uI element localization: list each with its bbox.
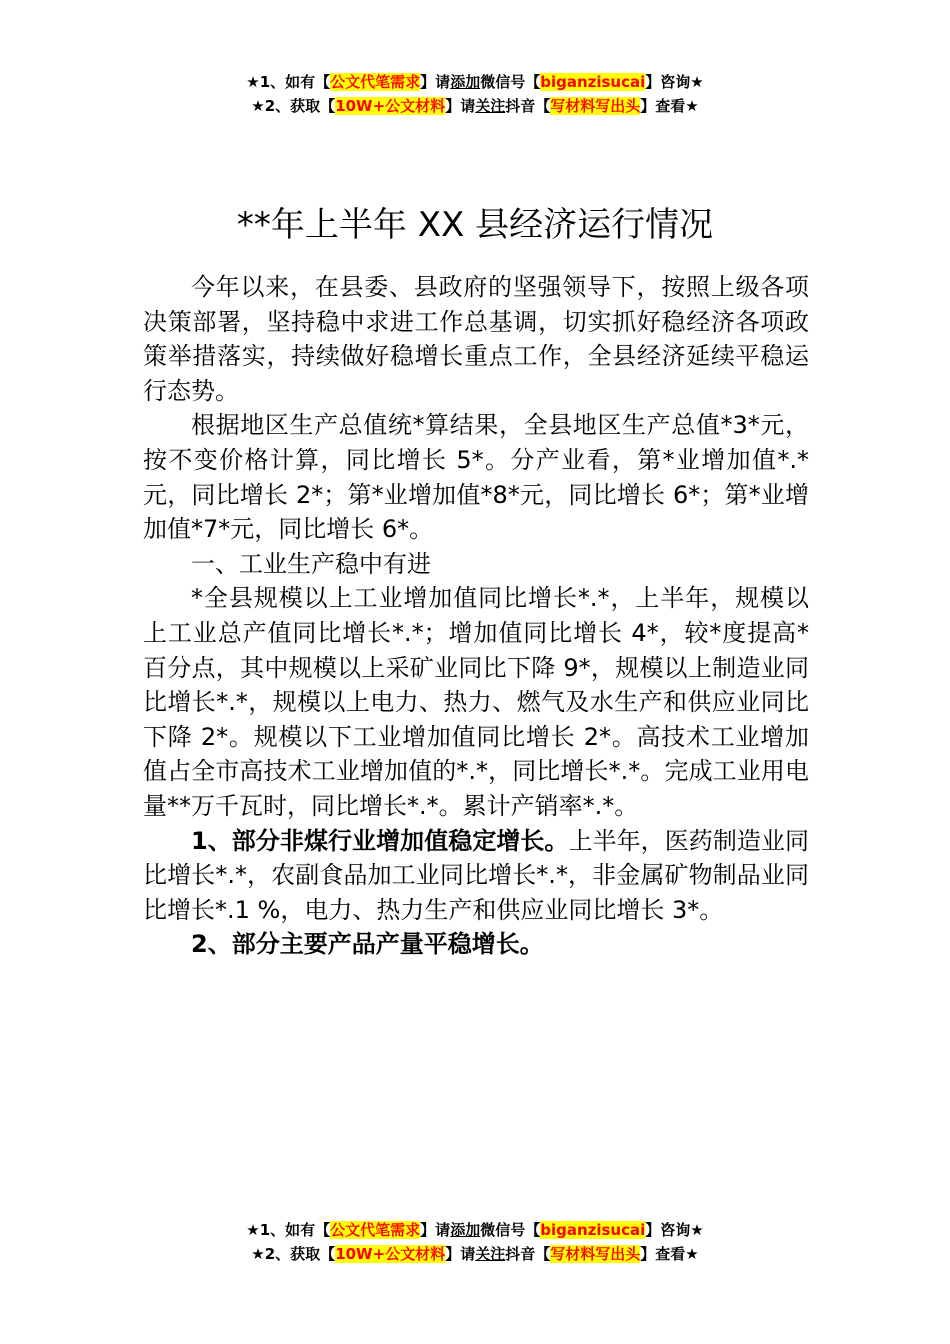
paragraph-intro: 今年以来，在县委、县政府的坚强领导下，按照上级各项决策部署，坚持稳中求进工作总基调，切实抓好稳经济各项政策举措落实，持续做好稳增长重点工作，全县经济延续平稳运行态势。 <box>143 273 809 405</box>
promo-highlight: 公文代笔需求 <box>330 1221 421 1239</box>
promo-wechat-id: biganzisucai <box>540 1221 646 1239</box>
paragraph-non-coal-text: 上半年，医药制造业同比增长*.*，农副食品加工业同比增长*.*，非金属矿物制品业同比增长*.1 %，电力、热力生产和供应业同比增长 3*。 <box>143 826 809 924</box>
promo-text: ★2、获取【 <box>251 97 336 115</box>
promo-banner-bottom <box>0 1218 950 1266</box>
promo-text: 】咨询★ <box>645 1221 704 1239</box>
promo-douyin-account: 写材料写出头 <box>550 97 641 115</box>
promo-text: 】请 <box>420 1221 451 1239</box>
subheading-products: 2、部分主要产品产量平稳增长。 <box>191 930 544 959</box>
promo-text: 】查看★ <box>640 97 699 115</box>
promo-text: ★1、如有【 <box>246 1221 331 1239</box>
promo-underlined: 关注 <box>475 1245 506 1263</box>
document-title: **年上半年 XX 县经济运行情况 <box>236 204 714 245</box>
promo-text: 抖音【 <box>505 1245 551 1263</box>
paragraph-non-coal <box>143 824 809 928</box>
promo-line-2 <box>0 94 950 118</box>
promo-banner-top <box>0 70 950 118</box>
document-body <box>143 270 809 962</box>
promo-text: 】请 <box>420 73 451 91</box>
promo-text: 】咨询★ <box>645 73 704 91</box>
paragraph-gdp: 根据地区生产总值统*算结果，全县地区生产总值*3*元，按不变价格计算，同比增长 5*。分产业看，第*业增加值*.*元，同比增长 2*；第*业增加值*8*元，同比增长 6*；第*业增加值*7*元，同比增长 6*。 <box>143 411 809 544</box>
promo-text: 抖音【 <box>505 97 551 115</box>
promo-text: ★1、如有【 <box>246 73 331 91</box>
subheading-non-coal: 1、部分非煤行业增加值稳定增长。 <box>191 826 569 855</box>
promo-line-2 <box>0 1242 950 1266</box>
promo-text: 】查看★ <box>640 1245 699 1263</box>
promo-wechat-id: biganzisucai <box>540 73 646 91</box>
promo-underlined: 添加 <box>450 1221 481 1239</box>
promo-highlight: 公文代笔需求 <box>330 73 421 91</box>
paragraph-industry: *全县规模以上工业增加值同比增长*.*，上半年，规模以上工业总产值同比增长*.*；增加值同比增长 4*，较*度提高*百分点，其中规模以上采矿业同比下降 9*，规模以上制造业同比增长*.*，规模以上电力、热力、燃气及水生产和供应业同比下降 2*。规模以下工业增加值同比增长 2*。高技术工业增加值占全市高技术工业增加值的*.*，同比增长*.*。完成工业用电量**万千瓦时，同比增长*.*。累计产销率*.*。 <box>143 584 809 820</box>
promo-underlined: 添加 <box>450 73 481 91</box>
promo-line-1 <box>0 70 950 94</box>
promo-text: ★2、获取【 <box>251 1245 336 1263</box>
promo-text: 微信号【 <box>480 1221 541 1239</box>
promo-highlight: 10W+公文材料 <box>335 97 446 115</box>
promo-text: 】请 <box>445 1245 476 1263</box>
promo-douyin-account: 写材料写出头 <box>550 1245 641 1263</box>
promo-underlined: 关注 <box>475 97 506 115</box>
paragraph-products <box>143 927 809 962</box>
promo-text: 微信号【 <box>480 73 541 91</box>
promo-highlight: 10W+公文材料 <box>335 1245 446 1263</box>
section-heading-industry: 一、工业生产稳中有进 <box>191 549 431 578</box>
promo-line-1 <box>0 1218 950 1242</box>
promo-text: 】请 <box>445 97 476 115</box>
